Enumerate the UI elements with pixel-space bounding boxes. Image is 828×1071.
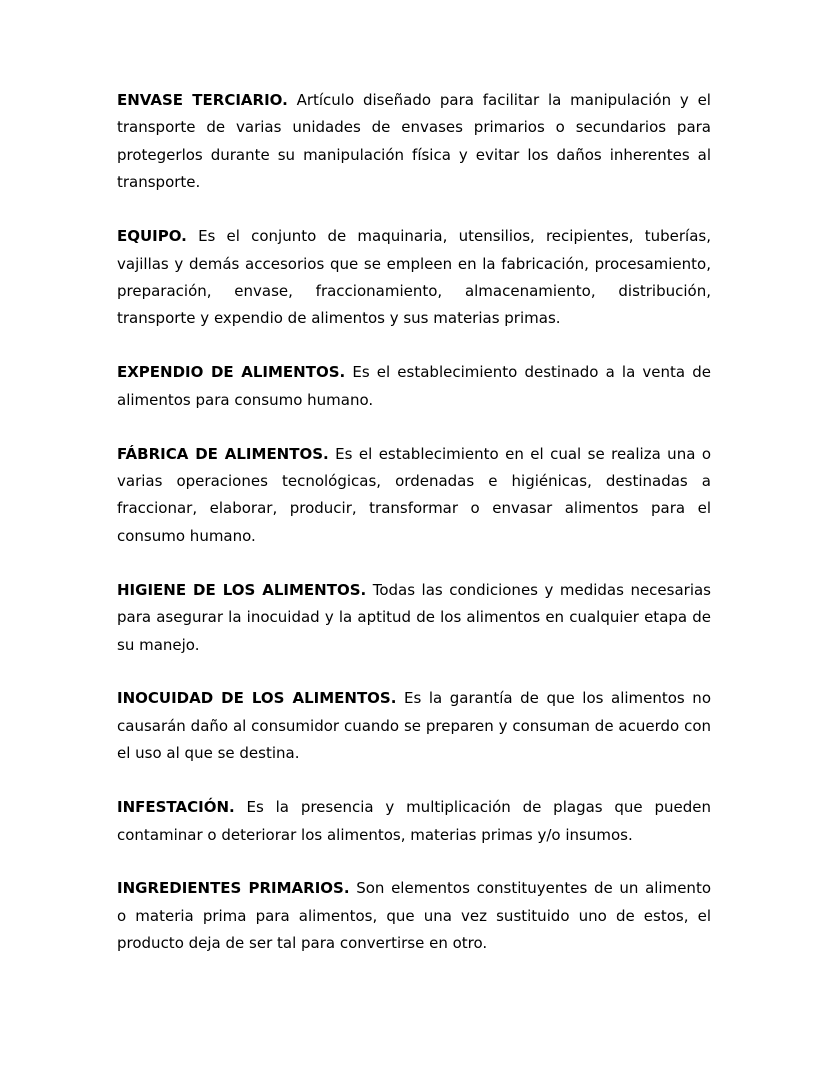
paragraph-fabrica-de-alimentos (117, 441, 711, 551)
paragraph-infestacion (117, 794, 711, 849)
definition-higiene-de-los-alimentos: Todas las condiciones y medidas necesarias para asegurar la inocuidad y la aptitud de los alimentos en cualquier etapa de su manejo. (117, 580, 711, 654)
definitions-list (117, 87, 711, 958)
term-envase-terciario: ENVASE TERCIARIO. (117, 91, 288, 109)
term-fabrica-de-alimentos: FÁBRICA DE ALIMENTOS. (117, 444, 329, 463)
definition-infestacion: Es la presencia y multiplicación de plagas que pueden contaminar o deteriorar los alimentos, materias primas y/o insumos. (117, 798, 711, 844)
paragraph-higiene-de-los-alimentos (117, 577, 711, 659)
term-ingredientes-primarios: INGREDIENTES PRIMARIOS. (117, 879, 350, 898)
term-infestacion: INFESTACIÓN. (117, 798, 235, 817)
term-inocuidad-de-los-alimentos: INOCUIDAD DE LOS ALIMENTOS. (117, 689, 397, 708)
definition-equipo: Es el conjunto de maquinaria, utensilios, recipientes, tuberías, vajillas y demás accesorios que se empleen en la fabricación, procesamiento, preparación, envase, fraccionamiento, almacenamiento, distribución, transporte y expendio de alimentos y sus materias primas. (117, 227, 711, 328)
paragraph-expendio-de-alimentos (117, 359, 711, 414)
definition-expendio-de-alimentos: Es el establecimiento destinado a la venta de alimentos para consumo humano. (117, 363, 711, 409)
definition-ingredientes-primarios: Son elementos constituyentes de un alimento o materia prima para alimentos, que una vez sustituido uno de estos, el producto deja de ser tal para convertirse en otro. (117, 879, 711, 953)
paragraph-ingredientes-primarios (117, 875, 711, 957)
term-higiene-de-los-alimentos: HIGIENE DE LOS ALIMENTOS. (117, 580, 367, 599)
definition-inocuidad-de-los-alimentos: Es la garantía de que los alimentos no causarán daño al consumidor cuando se preparen y consuman de acuerdo con el uso al que se destina. (117, 689, 711, 763)
paragraph-equipo (117, 223, 711, 333)
paragraph-inocuidad-de-los-alimentos (117, 685, 711, 767)
paragraph-envase-terciario (117, 87, 711, 197)
term-equipo: EQUIPO. (117, 227, 187, 246)
term-expendio-de-alimentos: EXPENDIO DE ALIMENTOS. (117, 363, 346, 382)
definition-envase-terciario: Artículo diseñado para facilitar la manipulación y el transporte de varias unidades de envases primarios o secundarios para protegerlos durante su manipulación física y evitar los daños inherentes al transporte. (117, 91, 711, 192)
definition-fabrica-de-alimentos: Es el establecimiento en el cual se realiza una o varias operaciones tecnológicas, ordenadas e higiénicas, destinadas a fraccionar, elaborar, producir, transformar o envasar alimentos para el consumo humano. (117, 444, 711, 545)
